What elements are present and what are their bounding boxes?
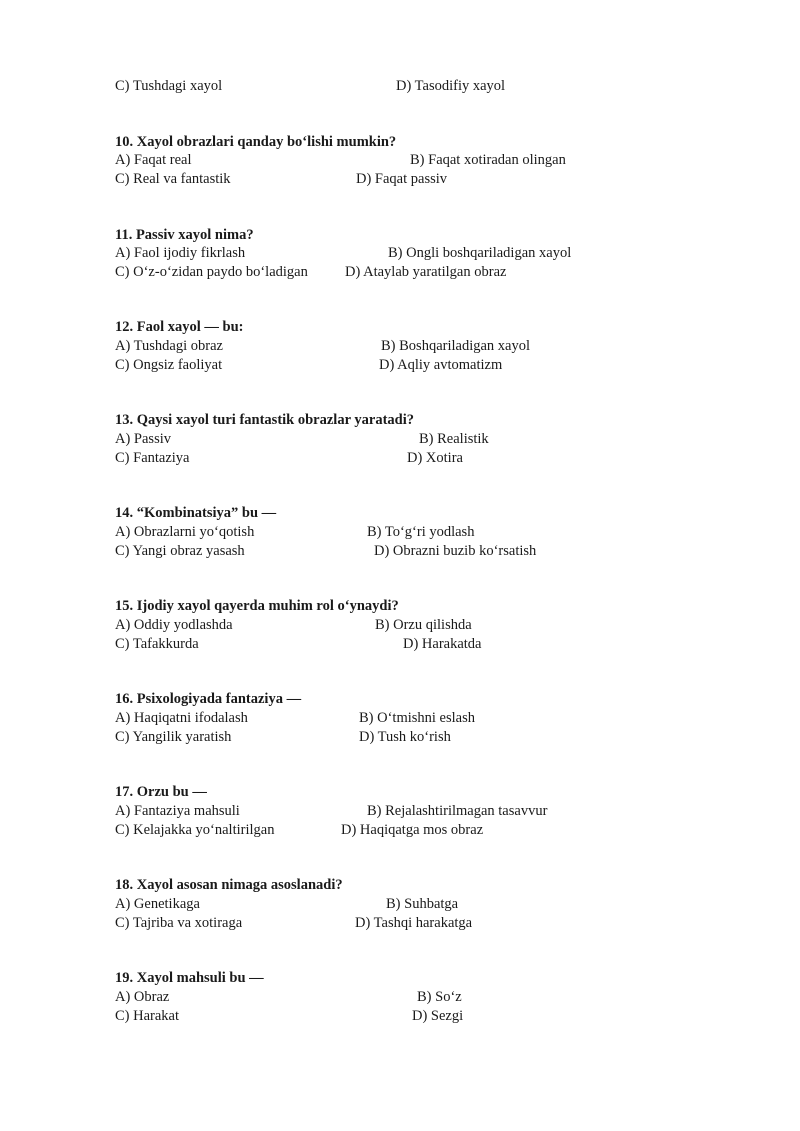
question-title: 11. Passiv xayol nima? [115, 227, 254, 243]
option-a: A) Obraz [115, 989, 170, 1005]
question-title: 14. “Kombinatsiya” bu — [115, 505, 277, 521]
option-c: C) Tafakkurda [115, 636, 199, 652]
question-title: 10. Xayol obrazlari qanday bo‘lishi mumkin? [115, 134, 397, 150]
option-a: A) Oddiy yodlashda [115, 617, 233, 633]
option-d: D) Tasodifiy xayol [396, 78, 506, 94]
option-d: D) Sezgi [412, 1008, 464, 1024]
option-a: A) Genetikaga [115, 896, 200, 912]
option-a: A) Haqiqatni ifodalash [115, 710, 248, 726]
question-title: 15. Ijodiy xayol qayerda muhim rol o‘ynaydi? [115, 598, 399, 614]
option-d: D) Haqiqatga mos obraz [341, 822, 484, 838]
option-c: C) O‘z-o‘zidan paydo bo‘ladigan [115, 264, 308, 280]
option-c: C) Fantaziya [115, 450, 190, 466]
option-c: C) Yangi obraz yasash [115, 543, 245, 559]
option-d: D) Tashqi harakatga [355, 915, 473, 931]
option-a: A) Faol ijodiy fikrlash [115, 245, 246, 261]
question-title: 16. Psixologiyada fantaziya — [115, 691, 302, 707]
option-d: D) Faqat passiv [356, 171, 448, 187]
option-c: C) Tushdagi xayol [115, 78, 223, 94]
option-a: A) Obrazlarni yo‘qotish [115, 524, 255, 540]
option-b: B) Ongli boshqariladigan xayol [388, 245, 572, 261]
option-c: C) Real va fantastik [115, 171, 231, 187]
option-c: C) Kelajakka yo‘naltirilgan [115, 822, 275, 838]
question-title: 18. Xayol asosan nimaga asoslanadi? [115, 877, 343, 893]
option-d: D) Tush ko‘rish [359, 729, 451, 745]
option-b: B) Rejalashtirilmagan tasavvur [367, 803, 548, 819]
option-b: B) Orzu qilishda [375, 617, 472, 633]
option-d: D) Aqliy avtomatizm [379, 357, 503, 373]
option-c: C) Tajriba va xotiraga [115, 915, 243, 931]
question-title: 13. Qaysi xayol turi fantastik obrazlar yaratadi? [115, 412, 414, 428]
option-d: D) Ataylab yaratilgan obraz [345, 264, 507, 280]
option-c: C) Harakat [115, 1008, 180, 1024]
option-d: D) Obrazni buzib ko‘rsatish [374, 543, 537, 559]
option-b: B) Boshqariladigan xayol [381, 338, 531, 354]
option-c: C) Ongsiz faoliyat [115, 357, 223, 373]
option-a: A) Tushdagi obraz [115, 338, 223, 354]
option-c: C) Yangilik yaratish [115, 729, 232, 745]
option-b: B) Suhbatga [386, 896, 459, 912]
option-a: A) Faqat real [115, 152, 192, 168]
question-title: 17. Orzu bu — [115, 784, 207, 800]
option-b: B) O‘tmishni eslash [359, 710, 475, 726]
option-a: A) Fantaziya mahsuli [115, 803, 240, 819]
option-d: D) Harakatda [403, 636, 482, 652]
option-b: B) Faqat xotiradan olingan [410, 152, 566, 168]
question-title: 12. Faol xayol — bu: [115, 319, 244, 335]
option-b: B) So‘z [417, 989, 462, 1005]
option-b: B) To‘g‘ri yodlash [367, 524, 475, 540]
option-a: A) Passiv [115, 431, 171, 447]
option-d: D) Xotira [407, 450, 463, 466]
option-b: B) Realistik [419, 431, 489, 447]
question-title: 19. Xayol mahsuli bu — [115, 970, 264, 986]
